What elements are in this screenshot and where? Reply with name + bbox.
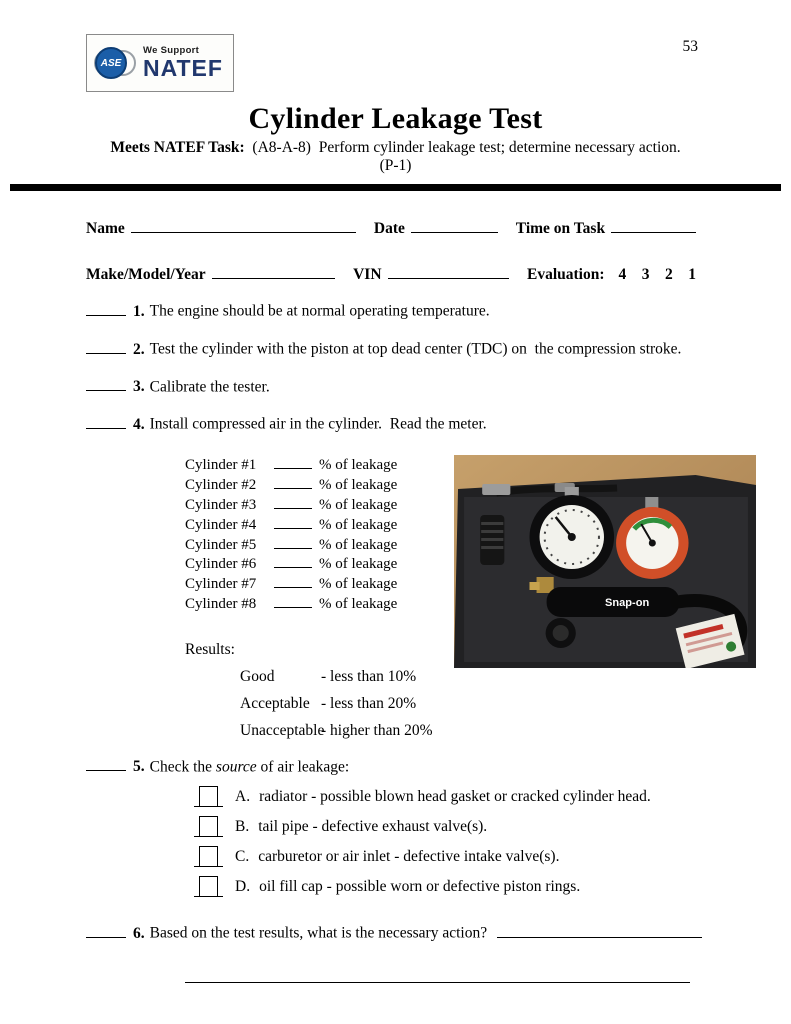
priority-code: (P-1) xyxy=(379,157,412,174)
step-1-check-blank[interactable] xyxy=(86,301,126,316)
step-3-text: Calibrate the tester. xyxy=(149,378,270,396)
date-field-blank[interactable] xyxy=(411,218,498,233)
leakage-readings-section xyxy=(185,455,791,740)
time-on-task-label: Time on Task xyxy=(515,219,606,237)
cylinder-2-blank[interactable] xyxy=(274,475,312,489)
cylinder-4-blank[interactable] xyxy=(274,514,312,528)
option-c-checkbox[interactable] xyxy=(199,846,218,867)
step-2-check-blank[interactable] xyxy=(86,339,126,354)
option-a: A. radiator - possible blown head gasket or cracked cylinder head. xyxy=(194,786,791,807)
option-b-text: tail pipe - defective exhaust valve(s). xyxy=(258,818,488,836)
step-6: 6. Based on the test results, what is the necessary action? xyxy=(86,923,751,944)
logo-natef-text: NATEF xyxy=(143,55,223,82)
photo-brand-text: Snap-on xyxy=(605,596,650,609)
cylinder-5-blank[interactable] xyxy=(274,534,312,548)
step-6-section xyxy=(0,923,791,944)
cylinder-row-1: Cylinder #1 % of leakage xyxy=(185,455,453,475)
cylinder-row-5: Cylinder #5 % of leakage xyxy=(185,534,453,554)
cylinder-1-blank[interactable] xyxy=(274,455,312,469)
meets-natef-task-line xyxy=(0,139,791,157)
step-5: 5. Check the source of air leakage: xyxy=(86,757,751,778)
step-2: 2. Test the cylinder with the piston at top dead center (TDC) on the compression stroke. xyxy=(86,339,751,360)
cylinder-row-7: Cylinder #7 % of leakage xyxy=(185,574,453,594)
name-date-line xyxy=(86,218,696,238)
logo-we-support-text: We Support xyxy=(143,45,200,57)
step-6-check-blank[interactable] xyxy=(86,923,126,938)
cylinder-row-6: Cylinder #6 % of leakage xyxy=(185,554,453,574)
step-3-check-blank[interactable] xyxy=(86,377,126,392)
step-6-text: Based on the test results, what is the necessary action? xyxy=(149,925,488,943)
make-model-year-label: Make/Model/Year xyxy=(86,266,206,284)
tester-kit-photo xyxy=(454,455,756,668)
cylinder-6-blank[interactable] xyxy=(274,554,312,568)
step-4-text: Install compressed air in the cylinder. Read the meter. xyxy=(149,416,487,434)
result-row-unacceptable: Unacceptable - higher than 20% xyxy=(240,721,433,739)
cylinder-row-2: Cylinder #2 % of leakage xyxy=(185,475,453,495)
make-vin-line xyxy=(86,265,696,285)
result-row-good: Good - less than 10% xyxy=(240,667,417,685)
meets-text: (A8-A-8) Perform cylinder leakage test; determine necessary action. xyxy=(244,139,681,156)
vin-label: VIN xyxy=(353,266,382,284)
step-1-text: The engine should be at normal operating temperature. xyxy=(149,303,490,321)
cylinder-row-8: Cylinder #8 % of leakage xyxy=(185,594,453,614)
cylinder-3-blank[interactable] xyxy=(274,495,312,509)
time-on-task-blank[interactable] xyxy=(611,218,696,233)
page-title: Cylinder Leakage Test xyxy=(248,102,543,135)
necessary-action-blank[interactable] xyxy=(497,923,702,938)
step-1: 1. The engine should be at normal operating temperature. xyxy=(86,301,751,322)
vin-blank[interactable] xyxy=(388,265,509,280)
step-3: 3. Calibrate the tester. xyxy=(86,377,751,398)
natef-logo xyxy=(86,34,234,92)
cylinder-row-3: Cylinder #3 % of leakage xyxy=(185,495,453,515)
step-5-check-blank[interactable] xyxy=(86,757,126,772)
leak-source-options xyxy=(0,786,791,897)
step-5-text-italic: source xyxy=(215,758,257,776)
procedure-steps xyxy=(0,301,791,435)
option-d: D. oil fill cap - possible worn or defective piston rings. xyxy=(194,876,791,897)
cylinder-readings xyxy=(185,455,453,740)
result-row-acceptable: Acceptable - less than 20% xyxy=(240,694,417,712)
cylinder-8-blank[interactable] xyxy=(274,594,312,608)
meets-label: Meets NATEF Task: xyxy=(110,139,245,156)
evaluation-scale: 4 3 2 1 xyxy=(618,266,696,284)
name-label: Name xyxy=(86,219,125,237)
option-b: B. tail pipe - defective exhaust valve(s). xyxy=(194,816,791,837)
make-model-year-blank[interactable] xyxy=(212,265,335,280)
step-4-check-blank[interactable] xyxy=(86,414,126,429)
step-2-text: Test the cylinder with the piston at top dead center (TDC) on the compression stroke. xyxy=(149,340,682,358)
step-4: 4. Install compressed air in the cylinder. Read the meter. xyxy=(86,414,751,435)
ase-logo xyxy=(94,43,136,83)
divider-bar xyxy=(10,184,781,191)
option-c-text: carburetor or air inlet - defective intake valve(s). xyxy=(258,848,560,866)
option-a-text: radiator - possible blown head gasket or cracked cylinder head. xyxy=(259,788,651,806)
option-b-checkbox[interactable] xyxy=(199,816,218,837)
evaluation-label: Evaluation: xyxy=(526,266,605,284)
option-d-checkbox[interactable] xyxy=(199,876,218,897)
step-5-text-post: of air leakage: xyxy=(256,758,350,776)
identification-section xyxy=(0,218,791,284)
page-number: 53 xyxy=(682,38,698,55)
necessary-action-continued xyxy=(185,968,791,988)
step-5-section xyxy=(0,757,791,778)
necessary-action-blank-2[interactable] xyxy=(185,968,690,983)
results-heading: Results: xyxy=(185,640,235,658)
name-field-blank[interactable] xyxy=(131,218,356,233)
header-row xyxy=(0,0,791,92)
cylinder-row-4: Cylinder #4 % of leakage xyxy=(185,514,453,534)
option-a-checkbox[interactable] xyxy=(199,786,218,807)
date-label: Date xyxy=(373,219,405,237)
step-5-text-pre: Check the xyxy=(149,758,216,776)
option-d-text: oil fill cap - possible worn or defective piston rings. xyxy=(259,878,581,896)
ase-logo-text: ASE xyxy=(100,57,122,69)
option-c: C. carburetor or air inlet - defective intake valve(s). xyxy=(194,846,791,867)
cylinder-7-blank[interactable] xyxy=(274,574,312,588)
